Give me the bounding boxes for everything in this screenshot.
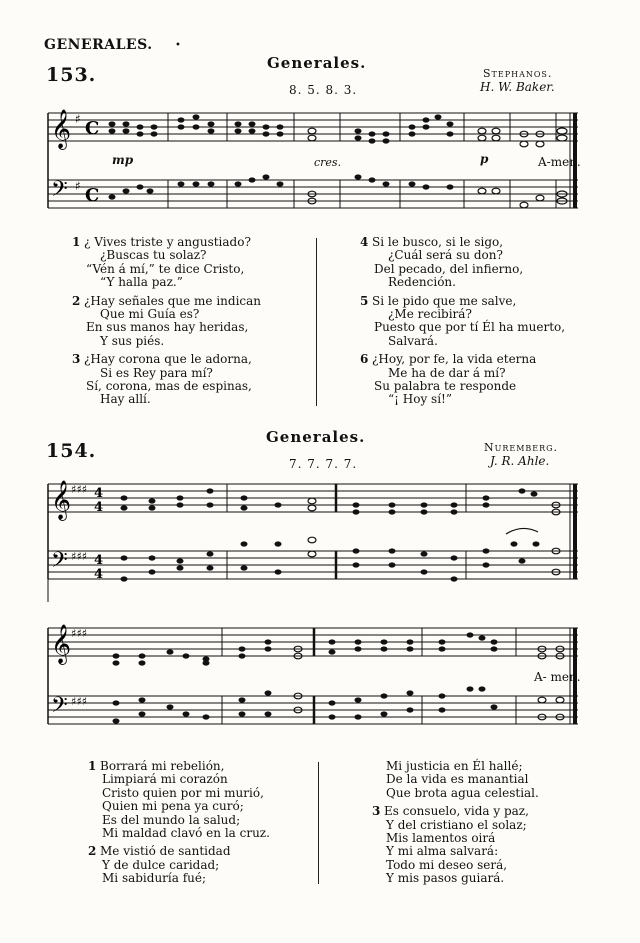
dynamic-p: p <box>480 152 489 166</box>
dynamic-cres: cres. <box>314 156 342 169</box>
verse-number: 2 <box>88 844 97 859</box>
verse-line: ¿Hoy, por fe, la vida eterna <box>372 352 537 367</box>
svg-text:♯♯♯: ♯♯♯ <box>71 627 87 640</box>
score-154-system-2 <box>46 616 586 742</box>
svg-text:𝄞: 𝄞 <box>51 480 72 520</box>
verse-line: Es consuelo, vida y paz, <box>384 804 529 819</box>
verse-line: De la vida es manantial <box>386 772 529 787</box>
svg-text:♯: ♯ <box>75 112 81 126</box>
verse-line: ¿Buscas tu solaz? <box>100 248 207 263</box>
verse-1 <box>72 236 302 290</box>
verse-line: Y de dulce caridad; <box>102 857 220 872</box>
svg-text:𝄢: 𝄢 <box>51 693 68 723</box>
verse-4 <box>360 236 600 290</box>
verse-number: 2 <box>72 293 81 308</box>
svg-text:𝄞: 𝄞 <box>51 109 72 149</box>
verse-line: Si le pido que me salve, <box>372 293 517 308</box>
section-title: Generales. <box>266 428 366 446</box>
verse-line: “Vén á mí,” te dice Cristo, <box>86 261 245 276</box>
verse-line: ¿Cuál será su don? <box>388 248 503 263</box>
svg-text:𝄢: 𝄢 <box>51 548 68 578</box>
dynamic-mp: mp <box>112 153 134 167</box>
verse-line: “¡ Hoy sí!” <box>388 392 453 407</box>
svg-text:♯♯♯: ♯♯♯ <box>71 550 87 563</box>
verse-6 <box>360 353 600 407</box>
amen-154: A- men. <box>534 670 581 684</box>
meter: 7. 7. 7. 7. <box>289 457 358 471</box>
verse-line: Mi justicia en Él hallé; <box>386 759 523 773</box>
svg-text:C: C <box>85 185 100 206</box>
verse-line: Puesto que por tí Él ha muerto, <box>374 320 566 335</box>
verse-line: Todo mi deseo será, <box>386 857 508 872</box>
verse-line: Me ha de dar á mí? <box>388 365 506 380</box>
tune-name: Nuremberg. <box>484 441 559 454</box>
meter: 8. 5. 8. 3. <box>289 83 358 97</box>
verse-2 <box>88 845 318 885</box>
verse-line: Quien mi pena ya curó; <box>102 799 244 814</box>
music-score <box>46 474 586 604</box>
verse-number: 4 <box>360 235 369 249</box>
verse-line: “Y halla paz.” <box>100 275 183 290</box>
verse-number: 3 <box>72 352 81 367</box>
verse-3 <box>72 353 302 407</box>
verse-line: Borrará mi rebelión, <box>100 759 225 773</box>
verse-line: Sí, corona, mas de espinas, <box>86 379 252 394</box>
verse-number: 5 <box>360 293 369 308</box>
verse-line: Salvará. <box>388 333 438 348</box>
verse-line: Redención. <box>388 275 456 290</box>
verse-line: Y mi alma salvará: <box>386 844 499 859</box>
verse-line: ¿Hay señales que me indican <box>84 293 262 308</box>
column-divider <box>318 762 319 884</box>
verses-153-right <box>360 236 600 407</box>
verse-line: Si es Rey para mí? <box>100 365 213 380</box>
verse-line: Su palabra te responde <box>374 379 517 394</box>
svg-text:C: C <box>85 118 100 139</box>
verse-line: Y del cristiano el solaz; <box>386 817 527 832</box>
hymn-number: 154. <box>46 440 97 462</box>
verses-154-left <box>88 760 318 886</box>
hymn-number: 153. <box>46 64 97 86</box>
amen-153: A-men. <box>538 155 581 169</box>
music-score <box>46 616 586 742</box>
verse-line: Que mi Guía es? <box>100 307 200 322</box>
verse-line: Hay allí. <box>100 392 151 407</box>
verse-line: Me vistió de santidad <box>100 844 231 859</box>
verse-number: 6 <box>360 352 369 367</box>
column-divider <box>316 238 317 406</box>
svg-text:4: 4 <box>94 567 104 582</box>
verse-line: Que brota agua celestial. <box>386 785 539 800</box>
composer: H. W. Baker. <box>480 80 555 94</box>
svg-text:4: 4 <box>94 553 104 568</box>
verse-line: ¿Me recibirá? <box>388 307 472 322</box>
svg-text:♯♯♯: ♯♯♯ <box>71 483 87 496</box>
section-title: Generales. <box>267 54 367 72</box>
verse-line: Mi maldad clavó en la cruz. <box>102 826 270 841</box>
svg-text:4: 4 <box>94 500 104 515</box>
verse-line: Si le busco, si le sigo, <box>372 235 504 249</box>
verse-2 <box>72 295 302 349</box>
svg-text:♯♯♯: ♯♯♯ <box>71 695 87 708</box>
svg-text:𝄢: 𝄢 <box>51 177 68 207</box>
verses-153-left <box>72 236 302 407</box>
svg-text:4: 4 <box>94 486 104 501</box>
verse-3 <box>372 805 612 885</box>
verse-line: Limpiará mi corazón <box>102 772 228 787</box>
decorative-dot: • <box>175 40 181 51</box>
verse-line: Y mis pasos guiará. <box>386 871 505 886</box>
verse-number: 1 <box>72 235 81 249</box>
verse-line: Mis lamentos oirá <box>386 831 496 846</box>
verse-5 <box>360 295 600 349</box>
svg-text:♯: ♯ <box>75 179 81 193</box>
verse-line: Es del mundo la salud; <box>102 812 241 827</box>
score-154-system-1 <box>46 474 586 604</box>
tune-name: Stephanos. <box>483 67 553 80</box>
verse-line: ¿ Vives triste y angustiado? <box>84 235 251 249</box>
running-head: GENERALES. <box>44 37 153 53</box>
verse-line: Y sus piés. <box>100 333 165 348</box>
verse-line: Del pecado, del infierno, <box>374 261 524 276</box>
verse-1 <box>88 760 318 840</box>
verse-line: ¿Hay corona que le adorna, <box>84 352 252 367</box>
verse-line: Cristo quien por mi murió, <box>102 785 264 800</box>
composer: J. R. Ahle. <box>490 454 550 468</box>
verse-number: 1 <box>88 759 97 773</box>
verse-2-continued <box>372 760 612 800</box>
verse-number: 3 <box>372 804 381 819</box>
verse-line: Mi sabiduría fué; <box>102 871 207 886</box>
verse-line: En sus manos hay heridas, <box>86 320 249 335</box>
svg-text:𝄞: 𝄞 <box>51 624 72 664</box>
verses-154-right <box>372 760 612 886</box>
